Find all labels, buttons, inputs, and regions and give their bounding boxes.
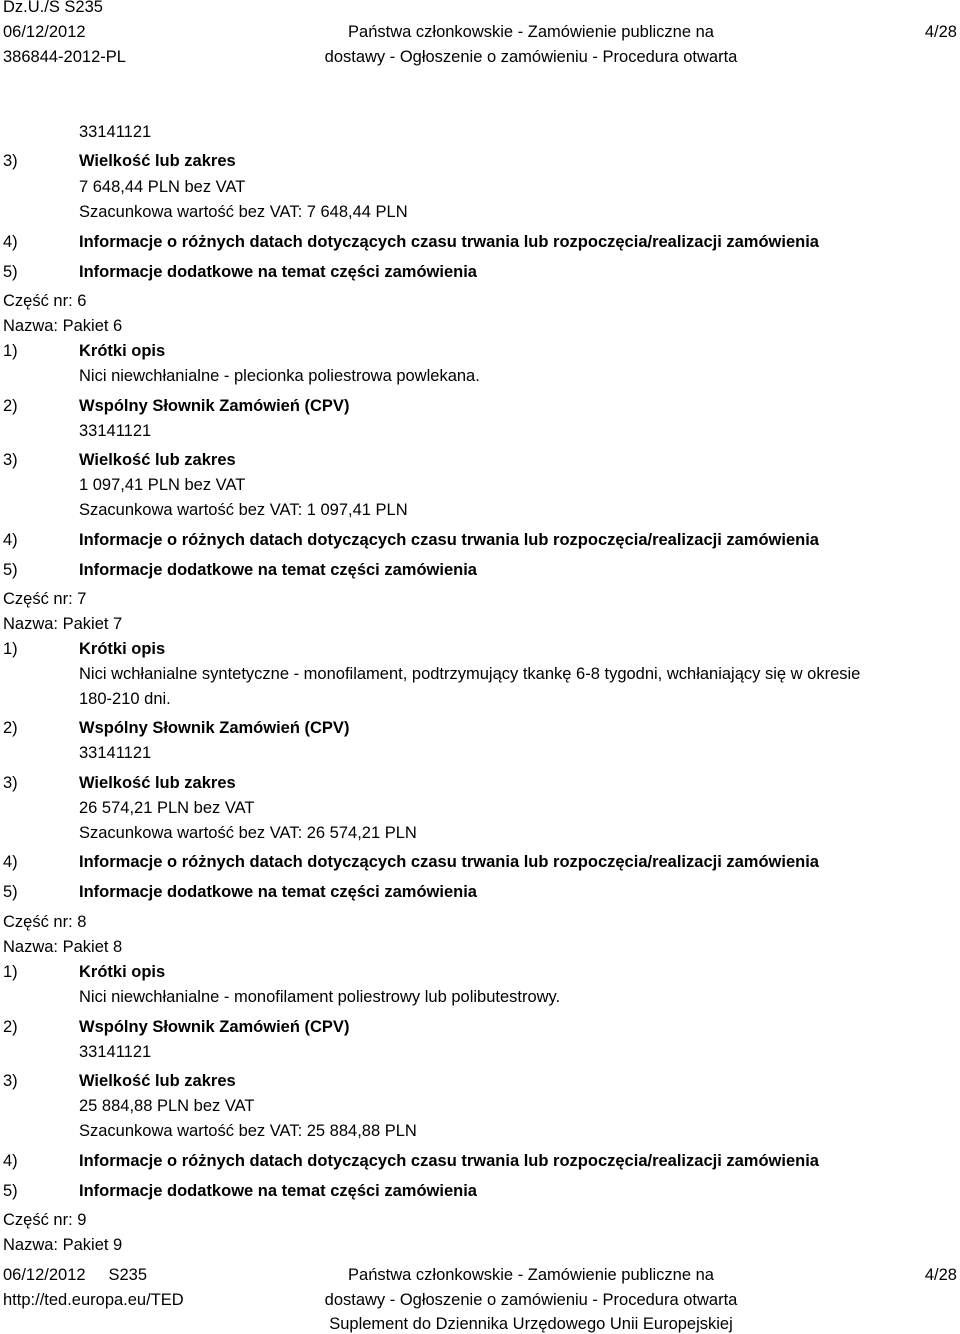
section-heading: Informacje o różnych datach dotyczących czasu trwania lub rozpoczęcia/realizacji zamówienia <box>79 853 819 871</box>
amount: 26 574,21 PLN bez VAT <box>79 799 255 817</box>
part-name: Nazwa: Pakiet 9 <box>3 1236 123 1254</box>
part-number: Część nr: 9 <box>3 1211 87 1229</box>
amount: 25 884,88 PLN bez VAT <box>79 1097 255 1115</box>
footer-title-line1: Państwa członkowskie - Zamówienie publiczne na <box>348 1266 714 1284</box>
cpv-code: 33141121 <box>79 1043 152 1061</box>
part-name: Nazwa: Pakiet 8 <box>3 938 123 956</box>
section-heading: Wielkość lub zakres <box>79 1072 236 1090</box>
estimated-value: Szacunkowa wartość bez VAT: 26 574,21 PLN <box>79 824 417 842</box>
footer-page-number: 4/28 <box>924 1266 957 1284</box>
footer-title-line3: Suplement do Dziennika Urzędowego Unii Europejskiej <box>329 1315 733 1333</box>
section-heading: Krótki opis <box>79 640 166 658</box>
footer-date-series: 06/12/2012 S235 <box>3 1266 148 1284</box>
section-number: 1) <box>3 640 18 658</box>
header-journal: Dz.U./S S235 <box>3 0 103 16</box>
section-heading: Informacje dodatkowe na temat części zamówienia <box>79 1182 477 1200</box>
section-number: 4) <box>3 531 18 549</box>
short-description: Nici niewchłanialne - plecionka poliestrowa powlekana. <box>79 367 480 385</box>
section-heading: Wspólny Słownik Zamówień (CPV) <box>79 719 350 737</box>
section-number: 5) <box>3 1182 18 1200</box>
amount: 1 097,41 PLN bez VAT <box>79 476 246 494</box>
amount: 7 648,44 PLN bez VAT <box>79 178 246 196</box>
section-number: 3) <box>3 451 18 469</box>
cpv-code: 33141121 <box>79 422 152 440</box>
section-heading: Informacje dodatkowe na temat części zamówienia <box>79 883 477 901</box>
section-number: 1) <box>3 342 18 360</box>
section-heading: Wspólny Słownik Zamówień (CPV) <box>79 397 350 415</box>
part-number: Część nr: 7 <box>3 590 87 608</box>
section-number: 5) <box>3 263 18 281</box>
section-heading: Wielkość lub zakres <box>79 152 236 170</box>
section-heading: Krótki opis <box>79 963 166 981</box>
estimated-value: Szacunkowa wartość bez VAT: 1 097,41 PLN <box>79 501 408 519</box>
header-page-number: 4/28 <box>924 23 957 41</box>
section-number: 3) <box>3 1072 18 1090</box>
part-name: Nazwa: Pakiet 7 <box>3 615 123 633</box>
section-heading: Wielkość lub zakres <box>79 774 236 792</box>
section-number: 3) <box>3 774 18 792</box>
header-ref: 386844-2012-PL <box>3 48 126 66</box>
section-heading: Informacje o różnych datach dotyczących czasu trwania lub rozpoczęcia/realizacji zamówienia <box>79 1152 819 1170</box>
footer-title-line2: dostawy - Ogłoszenie o zamówieniu - Procedura otwarta <box>324 1291 738 1309</box>
cpv-code: 33141121 <box>79 123 152 141</box>
cpv-code: 33141121 <box>79 744 152 762</box>
section-number: 4) <box>3 233 18 251</box>
header-date: 06/12/2012 <box>3 23 86 41</box>
part-number: Część nr: 6 <box>3 292 87 310</box>
estimated-value: Szacunkowa wartość bez VAT: 7 648,44 PLN <box>79 203 408 221</box>
short-description-line1: Nici wchłanialne syntetyczne - monofilament, podtrzymujący tkankę 6-8 tygodni, wchłaniający się w okresie <box>79 665 861 683</box>
section-number: 2) <box>3 719 18 737</box>
section-number: 2) <box>3 397 18 415</box>
section-heading: Krótki opis <box>79 342 166 360</box>
section-number: 4) <box>3 1152 18 1170</box>
section-heading: Informacje dodatkowe na temat części zamówienia <box>79 263 477 281</box>
section-heading: Wspólny Słownik Zamówień (CPV) <box>79 1018 350 1036</box>
section-number: 1) <box>3 963 18 981</box>
estimated-value: Szacunkowa wartość bez VAT: 25 884,88 PLN <box>79 1122 417 1140</box>
short-description: Nici niewchłanialne - monofilament poliestrowy lub polibutestrowy. <box>79 988 561 1006</box>
section-number: 3) <box>3 152 18 170</box>
section-heading: Informacje o różnych datach dotyczących czasu trwania lub rozpoczęcia/realizacji zamówienia <box>79 233 819 251</box>
header-title-line2: dostawy - Ogłoszenie o zamówieniu - Procedura otwarta <box>324 48 738 66</box>
section-heading: Informacje o różnych datach dotyczących czasu trwania lub rozpoczęcia/realizacji zamówienia <box>79 531 819 549</box>
part-number: Część nr: 8 <box>3 913 87 931</box>
footer-url[interactable]: http://ted.europa.eu/TED <box>3 1291 184 1309</box>
part-name: Nazwa: Pakiet 6 <box>3 317 123 335</box>
section-number: 5) <box>3 561 18 579</box>
short-description-line2: 180-210 dni. <box>79 690 171 708</box>
header-title-line1: Państwa członkowskie - Zamówienie publiczne na <box>348 23 714 41</box>
section-heading: Informacje dodatkowe na temat części zamówienia <box>79 561 477 579</box>
section-number: 4) <box>3 853 18 871</box>
section-number: 2) <box>3 1018 18 1036</box>
section-heading: Wielkość lub zakres <box>79 451 236 469</box>
section-number: 5) <box>3 883 18 901</box>
